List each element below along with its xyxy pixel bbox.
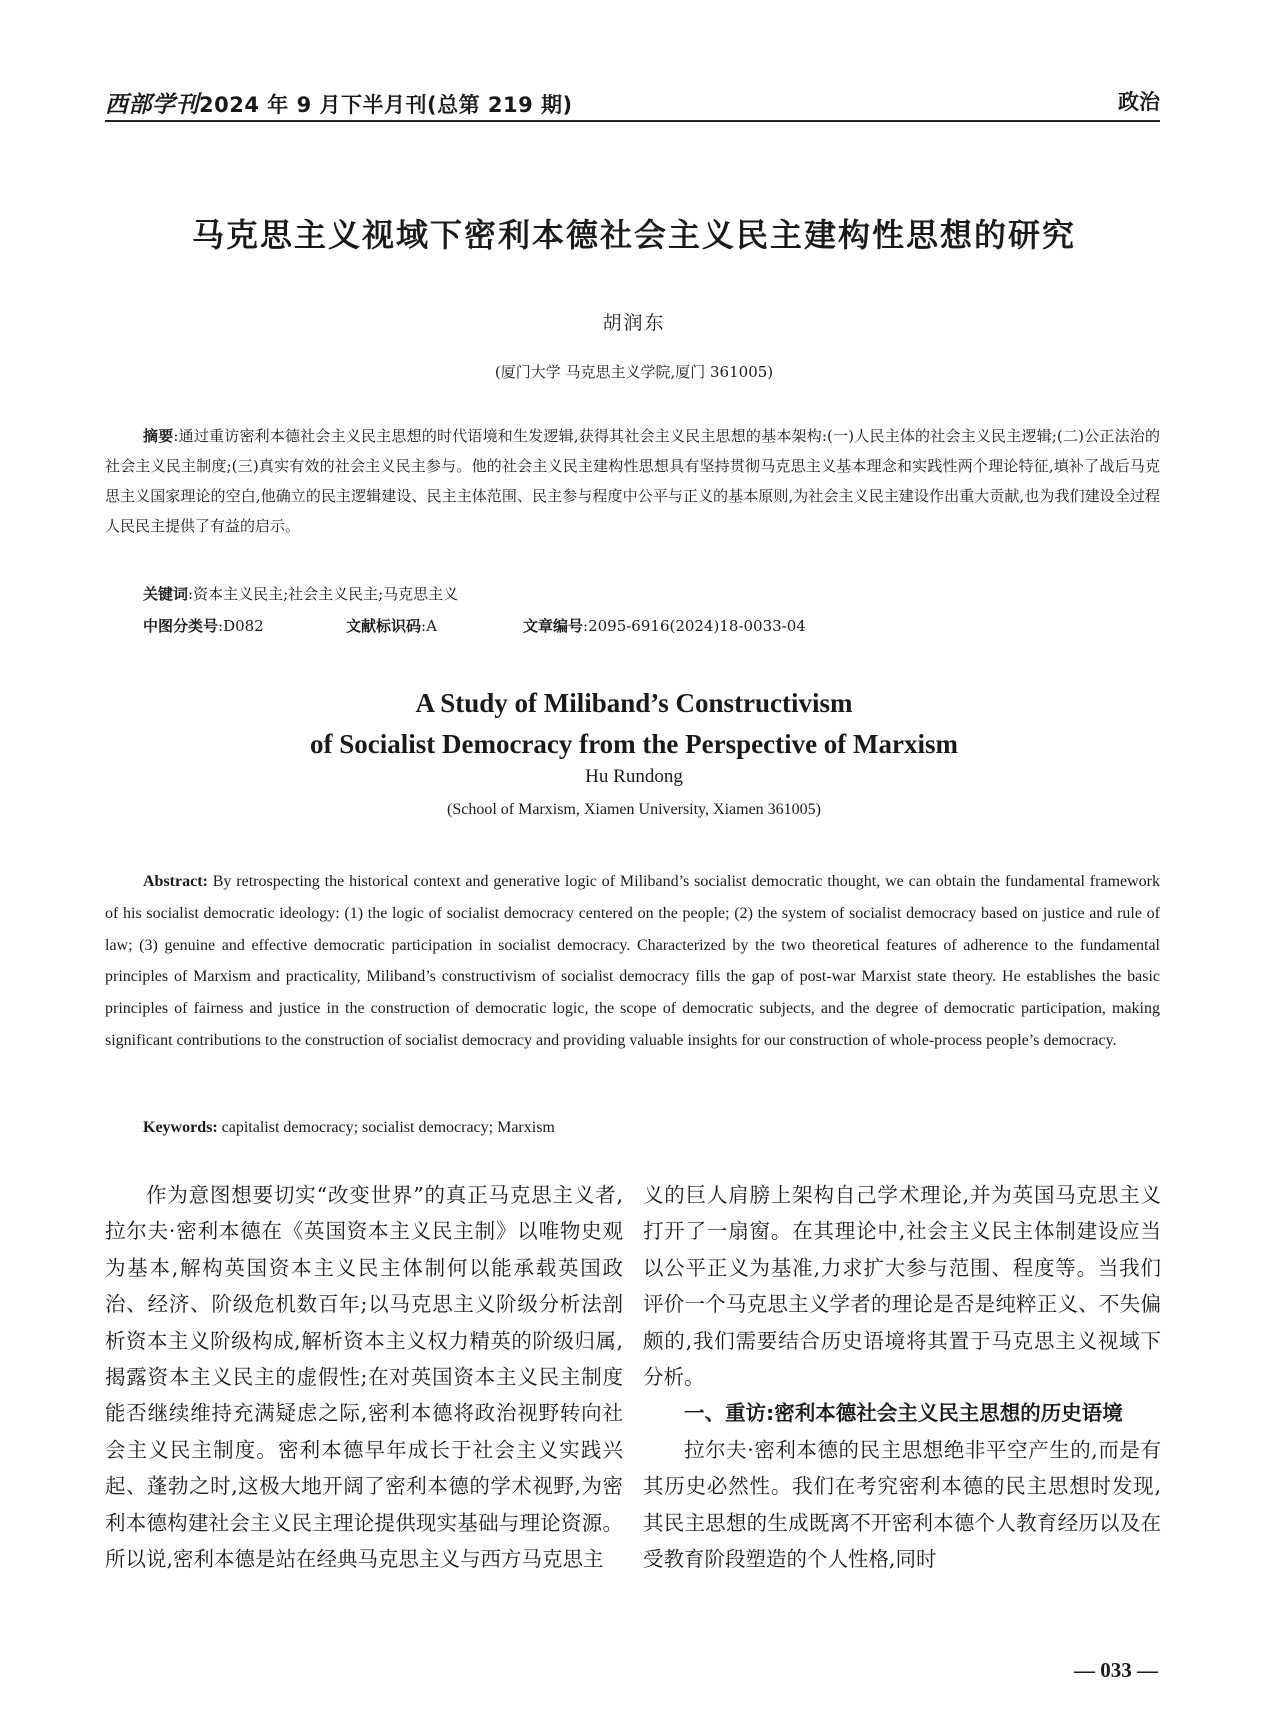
- clc-value: :D082: [218, 617, 264, 635]
- journal-logo: 西部学刊: [105, 91, 199, 118]
- section-label: 政治: [1118, 90, 1160, 114]
- title-english-line2: of Socialist Democracy from the Perspective of Marxism: [309, 729, 959, 759]
- keywords-english-text: capitalist democracy; socialist democracy; Marxism: [217, 1119, 555, 1136]
- journal-issue: [105, 86, 573, 119]
- abstract-english: [105, 866, 1160, 1057]
- body-column-left: [105, 1177, 623, 1577]
- abstract-english-label: Abstract:: [143, 873, 208, 890]
- clc-number: [143, 617, 264, 635]
- abstract-chinese-label: 摘要: [143, 427, 174, 445]
- author-chinese: 胡润东: [602, 312, 666, 334]
- affiliation-chinese: (厦门大学 马克思主义学院,厦门 361005): [494, 363, 774, 381]
- abstract-english-text: By retrospecting the historical context and generative logic of Miliband’s socialist democratic thought, we can obtain the fundamental framework of his socialist democratic ideology: (1) the logic of socialist democracy centered on the people; (2) the system of socialist democracy based on justice and rule of law; (3) genuine and effective democratic participation in socialist democracy. Characterized by the two theoretical features of adherence to the fundamental principles of Marxism and practicality, Miliband’s constructivism of socialist democracy fills the gap of post-war Marxist state theory. He establishes the basic principles of fairness and justice in the construction of democratic logic, the scope of democratic subjects, and the degree of democratic participation, making significant contributions to the construction of socialist democracy and providing valuable insights for our construction of whole-process people’s democracy.: [105, 873, 1160, 1049]
- body-column-right: [643, 1177, 1161, 1577]
- abstract-chinese-text: :通过重访密利本德社会主义民主思想的时代语境和生发逻辑,获得其社会主义民主思想的基本架构:(一)人民主体的社会主义民主逻辑;(二)公正法治的社会主义民主制度;(三)真实有效的社会主义民主参与。他的社会主义民主建构性思想具有坚持贯彻马克思主义基本理念和实践性两个理论特征,填补了战后马克思主义国家理论的空白,他确立的民主逻辑建设、民主主体范围、民主参与程度中公平与正义的基本原则,为社会主义民主建设作出重大贡献,也为我们建设全过程人民民主提供了有益的启示。: [105, 427, 1160, 535]
- document-code: [346, 615, 437, 636]
- keywords-chinese: [143, 583, 458, 604]
- title-chinese: 马克思主义视域下密利本德社会主义民主建构性思想的研究: [191, 216, 1076, 254]
- doc-label: 文献标识码: [346, 617, 422, 635]
- article-metadata: [143, 615, 806, 636]
- affiliation-english: (School of Marxism, Xiamen University, Xiamen 361005): [446, 801, 821, 818]
- author-english: Hu Rundong: [585, 766, 683, 787]
- section-heading: 一、重访:密利本德社会主义民主思想的历史语境: [684, 1401, 1123, 1426]
- article-number: [523, 615, 806, 636]
- clc-label: 中图分类号: [143, 617, 219, 635]
- article-value: :2095-6916(2024)18-0033-04: [583, 617, 806, 635]
- title-english-line1: A Study of Miliband’s Constructivism: [415, 688, 853, 718]
- keywords-chinese-text: :资本主义民主;社会主义民主;马克思主义: [188, 585, 459, 603]
- page-number: — 033 —: [1074, 1658, 1158, 1682]
- issue-text: 2024 年 9 月下半月刊(总第 219 期): [199, 93, 573, 117]
- body-paragraph: 拉尔夫·密利本德的民主思想绝非平空产生的,而是有其历史必然性。我们在考究密利本德的民主思想时发现,其民主思想的生成既离不开密利本德个人教育经历以及在受教育阶段塑造的个人性格,同时: [643, 1437, 1161, 1572]
- keywords-english: [143, 1119, 555, 1137]
- running-header: [105, 86, 1160, 120]
- keywords-chinese-label: 关键词: [143, 585, 189, 603]
- title-english: [0, 683, 1268, 765]
- keywords-english-label: Keywords:: [143, 1119, 218, 1136]
- header-rule: [105, 120, 1160, 122]
- doc-value: :A: [421, 617, 437, 635]
- article-label: 文章编号: [523, 617, 584, 635]
- body-paragraph: 作为意图想要切实“改变世界”的真正马克思主义者,拉尔夫·密利本德在《英国资本主义民主制》以唯物史观为基本,解构英国资本主义民主体制何以能承载英国政治、经济、阶级危机数百年;以马克思主义阶级分析法剖析资本主义阶级构成,解析资本主义权力精英的阶级归属,揭露资本主义民主的虚假性;在对英国资本主义民主制度能否继续维持充满疑虑之际,密利本德将政治视野转向社会主义民主制度。密利本德早年成长于社会主义实践兴起、蓬勃之时,这极大地开阔了密利本德的学术视野,为密利本德构建社会主义民主理论提供现实基础与理论资源。所以说,密利本德是站在经典马克思主义与西方马克思主: [105, 1183, 623, 1572]
- body-paragraph: 义的巨人肩膀上架构自己学术理论,并为英国马克思主义打开了一扇窗。在其理论中,社会主义民主体制建设应当以公平正义为基准,力求扩大参与范围、程度等。当我们评价一个马克思主义学者的理论是否是纯粹正义、不失偏颇的,我们需要结合历史语境将其置于马克思主义视域下分析。: [643, 1183, 1161, 1390]
- abstract-chinese: [105, 421, 1160, 541]
